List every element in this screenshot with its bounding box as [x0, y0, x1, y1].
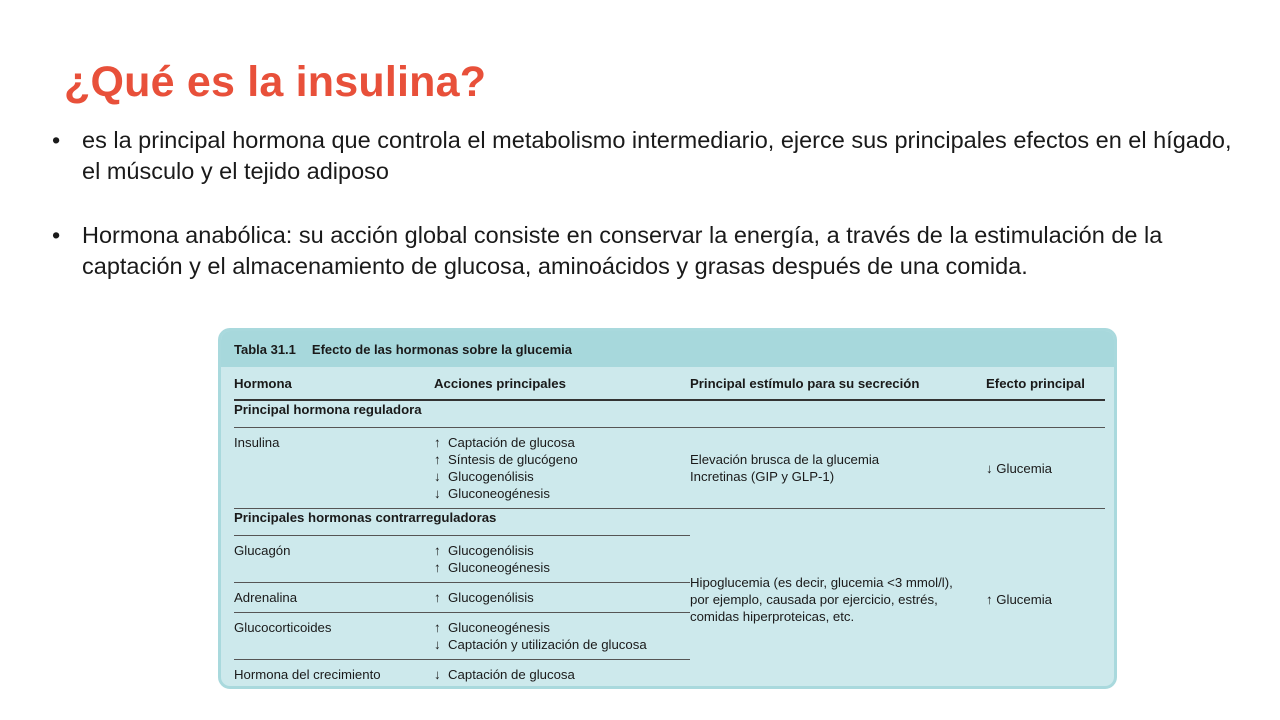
- stimulus-line: Hipoglucemia (es decir, glucemia <3 mmol/l),: [690, 574, 953, 590]
- data-table: [234, 367, 1105, 689]
- hormone-cell: Insulina: [234, 428, 434, 509]
- hormone-cell: Glucagón: [234, 536, 434, 583]
- arrow-icon: ↑: [434, 620, 441, 635]
- header-acciones: Acciones principales: [434, 367, 690, 400]
- stimulus-cell: [690, 509, 986, 690]
- bullet-text: es la principal hormona que controla el metabolismo intermediario, ejerce sus principales efectos en el hígado, el músculo y el tejido adiposo: [82, 127, 1232, 184]
- actions-cell: [434, 613, 690, 660]
- arrow-icon: ↓: [434, 486, 441, 501]
- table-header-row: [234, 367, 1105, 400]
- arrow-icon: ↑: [434, 560, 441, 575]
- stimulus-line: comidas hiperproteicas, etc.: [690, 608, 855, 624]
- actions-cell: [434, 660, 690, 690]
- actions-cell: [434, 428, 690, 509]
- action-text: Gluconeogénesis: [448, 486, 550, 501]
- action-text: Gluconeogénesis: [448, 560, 550, 575]
- hormone-cell: Adrenalina: [234, 583, 434, 613]
- stimulus-cell: [690, 428, 986, 509]
- bullet-item: [50, 125, 1240, 187]
- table-caption: Efecto de las hormonas sobre la glucemia: [311, 341, 572, 357]
- slide-title: ¿Qué es la insulina?: [64, 58, 487, 106]
- bullet-marker: •: [52, 222, 61, 248]
- hormone-cell: Hormona del crecimiento: [234, 667, 381, 682]
- group-label: Principal hormona reguladora: [234, 400, 1105, 428]
- bullet-marker: •: [52, 127, 61, 153]
- action-line: [434, 451, 690, 468]
- arrow-icon: ↓: [434, 637, 441, 652]
- header-estimulo: Principal estímulo para su secreción: [690, 367, 986, 400]
- arrow-icon: ↓: [434, 469, 441, 484]
- action-text: Captación de glucosa: [448, 667, 575, 682]
- action-line: [434, 485, 690, 502]
- action-text: Glucogenólisis: [448, 590, 534, 605]
- group-label: Principales hormonas contrarreguladoras: [234, 509, 690, 536]
- bullet-item: [50, 220, 1240, 282]
- table-caption-bar: [221, 331, 1114, 367]
- action-line: [434, 542, 690, 559]
- table-number: Tabla 31.1: [234, 341, 296, 357]
- group-row-regulator: [234, 400, 1105, 428]
- action-text: Síntesis de glucógeno: [448, 452, 578, 467]
- table-row: [234, 428, 1105, 509]
- action-line: [434, 666, 690, 683]
- header-efecto: Efecto principal: [986, 367, 1105, 400]
- hormone-table: [218, 328, 1117, 689]
- header-hormona: Hormona: [234, 367, 434, 400]
- arrow-icon: ↑: [434, 452, 441, 467]
- stimulus-line: Elevación brusca de la glucemia: [690, 452, 880, 467]
- action-line: [434, 589, 690, 606]
- arrow-icon: ↑: [434, 543, 441, 558]
- action-text: Gluconeogénesis: [448, 620, 550, 635]
- action-text: Captación de glucosa: [448, 435, 575, 450]
- action-line: [434, 619, 690, 636]
- stimulus-line: Incretinas (GIP y GLP-1): [690, 469, 835, 484]
- group-row-counter: [234, 509, 1105, 536]
- arrow-icon: ↑: [434, 590, 441, 605]
- action-line: [434, 468, 690, 485]
- action-line: [434, 636, 690, 653]
- bullet-list: [50, 125, 1240, 282]
- action-text: Glucogenólisis: [448, 469, 534, 484]
- actions-cell: [434, 536, 690, 583]
- arrow-icon: ↑: [434, 435, 441, 450]
- effect-cell: ↑ Glucemia: [986, 591, 1052, 607]
- action-text: Glucogenólisis: [448, 543, 534, 558]
- action-line: [434, 559, 690, 576]
- hormone-cell: Glucocorticoides: [234, 613, 434, 660]
- bullet-text: Hormona anabólica: su acción global consiste en conservar la energía, a través de la estimulación de la captación y el almacenamiento de glucosa, aminoácidos y grasas después de una comida.: [82, 222, 1163, 279]
- arrow-icon: ↓: [434, 667, 441, 682]
- action-text: Captación y utilización de glucosa: [448, 637, 647, 652]
- stimulus-line: por ejemplo, causada por ejercicio, estrés,: [690, 591, 938, 607]
- effect-cell: ↓ Glucemia: [986, 428, 1105, 509]
- actions-cell: [434, 583, 690, 613]
- action-line: [434, 434, 690, 451]
